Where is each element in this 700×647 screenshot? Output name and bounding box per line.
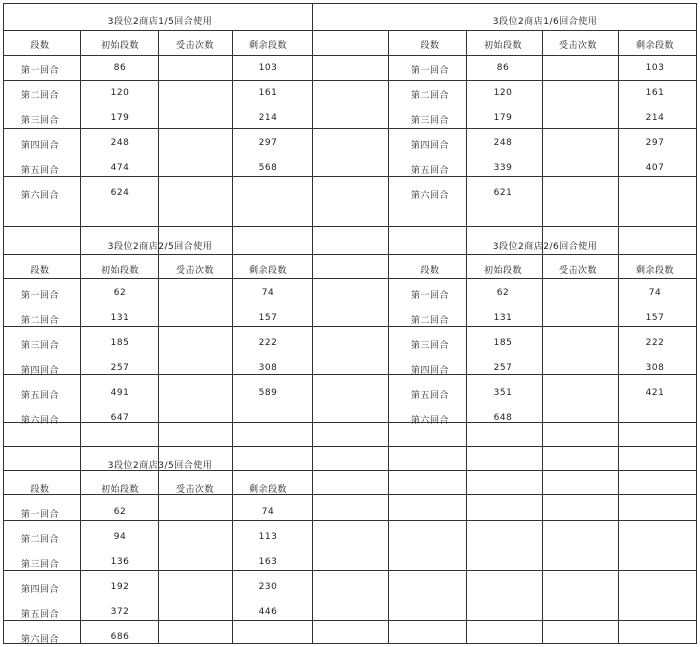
spreadsheet-grid	[3, 3, 697, 644]
table-cell-remain: 308	[645, 363, 665, 373]
table-cell-initial: 621	[493, 188, 513, 198]
grid-hline	[3, 55, 697, 56]
table-cell-remain: 308	[258, 363, 278, 373]
table-cell-remain: 214	[258, 113, 278, 123]
grid-hline	[3, 620, 697, 621]
table-cell-round: 第六回合	[20, 191, 60, 201]
column-header: 段数	[420, 41, 440, 51]
table-cell-round: 第四回合	[20, 585, 60, 595]
grid-vline	[388, 30, 389, 644]
table-cell-round: 第三回合	[20, 341, 60, 351]
table-cell-initial: 192	[110, 582, 130, 592]
table-cell-initial: 257	[493, 363, 513, 373]
table-cell-round: 第一回合	[410, 66, 450, 76]
grid-hline	[3, 570, 697, 571]
column-header: 初始段数	[100, 266, 140, 276]
table-cell-initial: 686	[110, 632, 130, 642]
grid-hline	[3, 446, 697, 447]
table-cell-initial: 351	[493, 388, 513, 398]
table-cell-round: 第四回合	[20, 141, 60, 151]
table-cell-remain: 103	[258, 63, 278, 73]
grid-hline	[3, 422, 697, 423]
section-title: 3段位2商店2/5回合使用	[107, 242, 213, 252]
grid-vline	[232, 30, 233, 644]
table-cell-remain: 74	[261, 507, 275, 517]
grid-vline	[466, 30, 467, 644]
grid-vline	[312, 3, 313, 30]
table-cell-round: 第二回合	[410, 91, 450, 101]
table-cell-round: 第二回合	[20, 535, 60, 545]
table-cell-initial: 94	[113, 532, 127, 542]
table-cell-remain: 74	[261, 288, 275, 298]
table-cell-remain: 297	[645, 138, 665, 148]
table-cell-remain: 214	[645, 113, 665, 123]
table-cell-initial: 136	[110, 557, 130, 567]
column-header: 受击次数	[175, 41, 215, 51]
column-header: 剩余段数	[635, 41, 675, 51]
table-cell-remain: 222	[258, 338, 278, 348]
grid-vline	[618, 30, 619, 644]
grid-vline	[312, 30, 313, 644]
table-cell-round: 第二回合	[410, 316, 450, 326]
table-cell-initial: 491	[110, 388, 130, 398]
table-cell-round: 第五回合	[20, 166, 60, 176]
table-cell-round: 第二回合	[20, 316, 60, 326]
column-header: 初始段数	[483, 266, 523, 276]
grid-hline	[3, 278, 697, 279]
table-cell-round: 第一回合	[410, 291, 450, 301]
grid-hline	[3, 520, 697, 521]
column-header: 初始段数	[100, 485, 140, 495]
grid-hline	[3, 374, 697, 375]
section-title: 3段位2商店2/6回合使用	[492, 242, 598, 252]
table-cell-remain: 161	[258, 88, 278, 98]
table-cell-initial: 372	[110, 607, 130, 617]
grid-hline	[3, 326, 697, 327]
table-cell-remain: 222	[645, 338, 665, 348]
table-cell-initial: 62	[496, 288, 510, 298]
table-cell-round: 第六回合	[20, 416, 60, 426]
table-cell-round: 第三回合	[20, 116, 60, 126]
table-cell-round: 第一回合	[20, 291, 60, 301]
table-cell-initial: 86	[496, 63, 510, 73]
table-cell-initial: 131	[493, 313, 513, 323]
table-cell-remain: 589	[258, 388, 278, 398]
table-cell-remain: 157	[258, 313, 278, 323]
table-cell-remain: 103	[645, 63, 665, 73]
grid-hline	[3, 80, 697, 81]
table-cell-round: 第五回合	[20, 610, 60, 620]
column-header: 初始段数	[483, 41, 523, 51]
table-cell-initial: 624	[110, 188, 130, 198]
column-header: 剩余段数	[248, 41, 288, 51]
grid-vline	[80, 30, 81, 644]
table-cell-initial: 474	[110, 163, 130, 173]
grid-hline	[3, 254, 697, 255]
table-cell-remain: 446	[258, 607, 278, 617]
table-cell-round: 第三回合	[410, 116, 450, 126]
column-header: 段数	[30, 485, 50, 495]
column-header: 段数	[30, 41, 50, 51]
table-cell-initial: 62	[113, 288, 127, 298]
column-header: 受击次数	[558, 266, 598, 276]
table-cell-initial: 248	[110, 138, 130, 148]
table-cell-initial: 62	[113, 507, 127, 517]
column-header: 初始段数	[100, 41, 140, 51]
table-cell-remain: 157	[645, 313, 665, 323]
table-cell-round: 第六回合	[410, 191, 450, 201]
table-cell-remain: 113	[258, 532, 278, 542]
table-cell-initial: 120	[493, 88, 513, 98]
table-cell-initial: 257	[110, 363, 130, 373]
table-cell-round: 第一回合	[20, 66, 60, 76]
table-cell-remain: 568	[258, 163, 278, 173]
column-header: 受击次数	[175, 485, 215, 495]
table-cell-initial: 179	[110, 113, 130, 123]
table-cell-round: 第六回合	[20, 635, 60, 645]
table-cell-round: 第五回合	[20, 391, 60, 401]
column-header: 剩余段数	[248, 266, 288, 276]
table-cell-round: 第六回合	[410, 416, 450, 426]
grid-hline	[3, 128, 697, 129]
section-title: 3段位2商店1/5回合使用	[107, 17, 213, 27]
column-header: 剩余段数	[635, 266, 675, 276]
column-header: 受击次数	[558, 41, 598, 51]
table-cell-remain: 421	[645, 388, 665, 398]
column-header: 受击次数	[175, 266, 215, 276]
column-header: 剩余段数	[248, 485, 288, 495]
table-cell-remain: 163	[258, 557, 278, 567]
column-header: 段数	[420, 266, 440, 276]
table-cell-round: 第四回合	[410, 366, 450, 376]
table-cell-initial: 248	[493, 138, 513, 148]
grid-hline	[3, 176, 697, 177]
section-title: 3段位2商店3/5回合使用	[107, 461, 213, 471]
table-cell-initial: 86	[113, 63, 127, 73]
grid-hline	[3, 226, 697, 227]
column-header: 段数	[30, 266, 50, 276]
table-cell-round: 第五回合	[410, 391, 450, 401]
table-cell-round: 第一回合	[20, 510, 60, 520]
table-cell-initial: 120	[110, 88, 130, 98]
table-cell-remain: 230	[258, 582, 278, 592]
table-cell-round: 第四回合	[20, 366, 60, 376]
table-cell-remain: 74	[648, 288, 662, 298]
table-cell-remain: 407	[645, 163, 665, 173]
grid-vline	[158, 30, 159, 644]
table-cell-initial: 647	[110, 413, 130, 423]
table-cell-round: 第二回合	[20, 91, 60, 101]
table-cell-initial: 339	[493, 163, 513, 173]
table-cell-remain: 161	[645, 88, 665, 98]
table-cell-round: 第四回合	[410, 141, 450, 151]
table-cell-initial: 185	[493, 338, 513, 348]
table-cell-remain: 297	[258, 138, 278, 148]
table-cell-initial: 648	[493, 413, 513, 423]
table-cell-round: 第三回合	[410, 341, 450, 351]
table-cell-round: 第五回合	[410, 166, 450, 176]
grid-vline	[542, 30, 543, 644]
grid-hline	[3, 30, 697, 31]
table-cell-initial: 131	[110, 313, 130, 323]
section-title: 3段位2商店1/6回合使用	[492, 17, 598, 27]
table-cell-initial: 179	[493, 113, 513, 123]
table-cell-round: 第三回合	[20, 560, 60, 570]
table-cell-initial: 185	[110, 338, 130, 348]
